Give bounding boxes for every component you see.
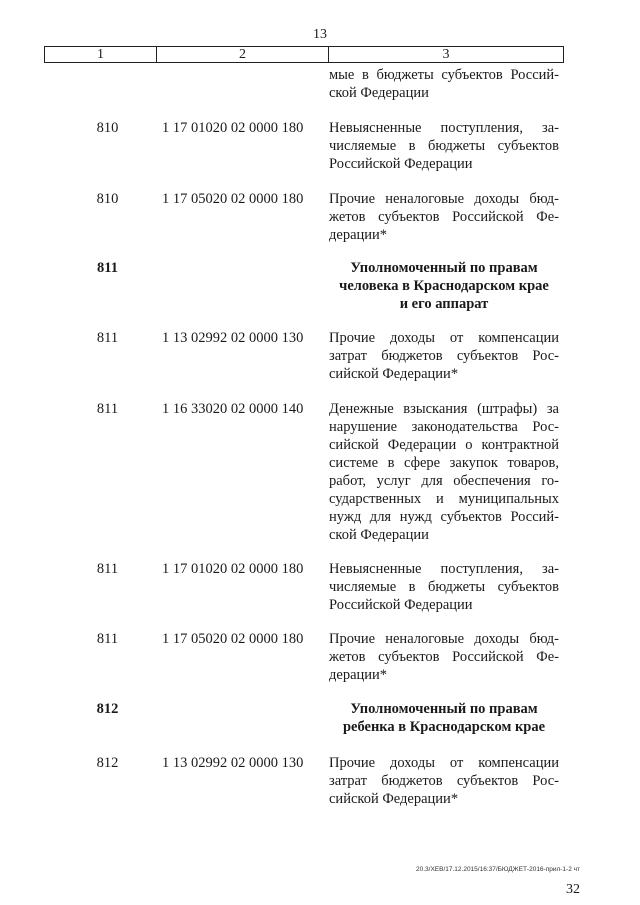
description-line: ской Федерации (329, 527, 429, 543)
description-line: дерации* (329, 667, 388, 683)
heading-line: и его аппарат (399, 296, 489, 312)
continuation-text (329, 66, 559, 102)
heading-line: Уполномоченный по правам (350, 701, 538, 717)
admin-code: 811 (96, 631, 119, 647)
revenue-description (329, 190, 559, 244)
revenue-description (329, 754, 559, 808)
description-line: Российской Федерации (329, 597, 473, 613)
column-header-1: 1 (45, 47, 157, 62)
admin-code: 811 (97, 260, 118, 276)
revenue-code: 1 16 33020 02 0000 140 (162, 401, 304, 417)
admin-code: 812 (96, 701, 119, 717)
description-line: Невыясненные поступления, за- (329, 561, 559, 577)
revenue-description (329, 630, 559, 684)
admin-code: 810 (96, 191, 119, 207)
heading-line: Уполномоченный по правам (350, 260, 538, 276)
continuation-line: мые в бюджеты субъектов Россий- (329, 67, 559, 83)
description-line: сийской Федерации* (329, 366, 459, 382)
heading-line: ребенка в Краснодарском крае (342, 719, 546, 735)
description-line: Прочие неналоговые доходы бюд- (329, 631, 559, 647)
description-line: сударственных и муниципальных (329, 491, 559, 507)
description-line: числяемые в бюджеты субъектов (329, 579, 559, 595)
description-line: нарушение законодательства Рос- (329, 419, 559, 435)
revenue-code: 1 13 02992 02 0000 130 (162, 330, 304, 346)
description-line: Прочие неналоговые доходы бюд- (329, 191, 559, 207)
revenue-code: 1 13 02992 02 0000 130 (162, 755, 304, 771)
administrator-name (329, 259, 559, 313)
admin-code: 812 (96, 755, 119, 771)
continuation-line: ской Федерации (329, 85, 429, 101)
description-line: числяемые в бюджеты субъектов (329, 138, 559, 154)
description-line: Денежные взыскания (штрафы) за (329, 401, 559, 417)
heading-line: человека в Краснодарском крае (339, 278, 549, 294)
revenue-description (329, 119, 559, 173)
description-line: Прочие доходы от компенсации (329, 330, 559, 346)
admin-code: 811 (96, 401, 119, 417)
admin-code: 811 (96, 561, 119, 577)
description-line: системе в сфере закупок товаров, (329, 455, 559, 471)
description-line: работ, услуг для обеспечения го- (329, 473, 559, 489)
column-header-table (44, 46, 564, 63)
revenue-code: 1 17 05020 02 0000 180 (162, 191, 304, 207)
description-line: сийской Федерации о контрактной (329, 437, 559, 453)
revenue-description (329, 560, 559, 614)
description-line: затрат бюджетов субъектов Рос- (329, 348, 559, 364)
description-line: дерации* (329, 227, 388, 243)
revenue-description (329, 400, 559, 544)
description-line: жетов субъектов Российской Фе- (329, 209, 559, 225)
admin-code: 811 (96, 330, 119, 346)
description-line: жетов субъектов Российской Фе- (329, 649, 559, 665)
admin-code: 810 (96, 120, 119, 136)
description-line: нужд для нужд субъектов Россий- (329, 509, 559, 525)
column-header-3: 3 (442, 47, 450, 62)
revenue-code: 1 17 05020 02 0000 180 (162, 631, 304, 647)
description-line: затрат бюджетов субъектов Рос- (329, 773, 559, 789)
description-line: Российской Федерации (329, 156, 473, 172)
description-line: сийской Федерации* (329, 791, 459, 807)
revenue-description (329, 329, 559, 383)
revenue-code: 1 17 01020 02 0000 180 (162, 561, 304, 577)
administrator-name (329, 700, 559, 736)
page-number-top: 13 (313, 27, 327, 42)
description-line: Прочие доходы от компенсации (329, 755, 559, 771)
page-number-bottom: 32 (566, 882, 580, 897)
description-line: Невыясненные поступления, за- (329, 120, 559, 136)
revenue-code: 1 17 01020 02 0000 180 (162, 120, 304, 136)
footer-document-code: 20.3/ХЕВ/17.12.2015/16:37/БЮДЖЕТ-2016-прил-1-2 чт (415, 866, 580, 873)
column-header-2: 2 (157, 47, 329, 62)
